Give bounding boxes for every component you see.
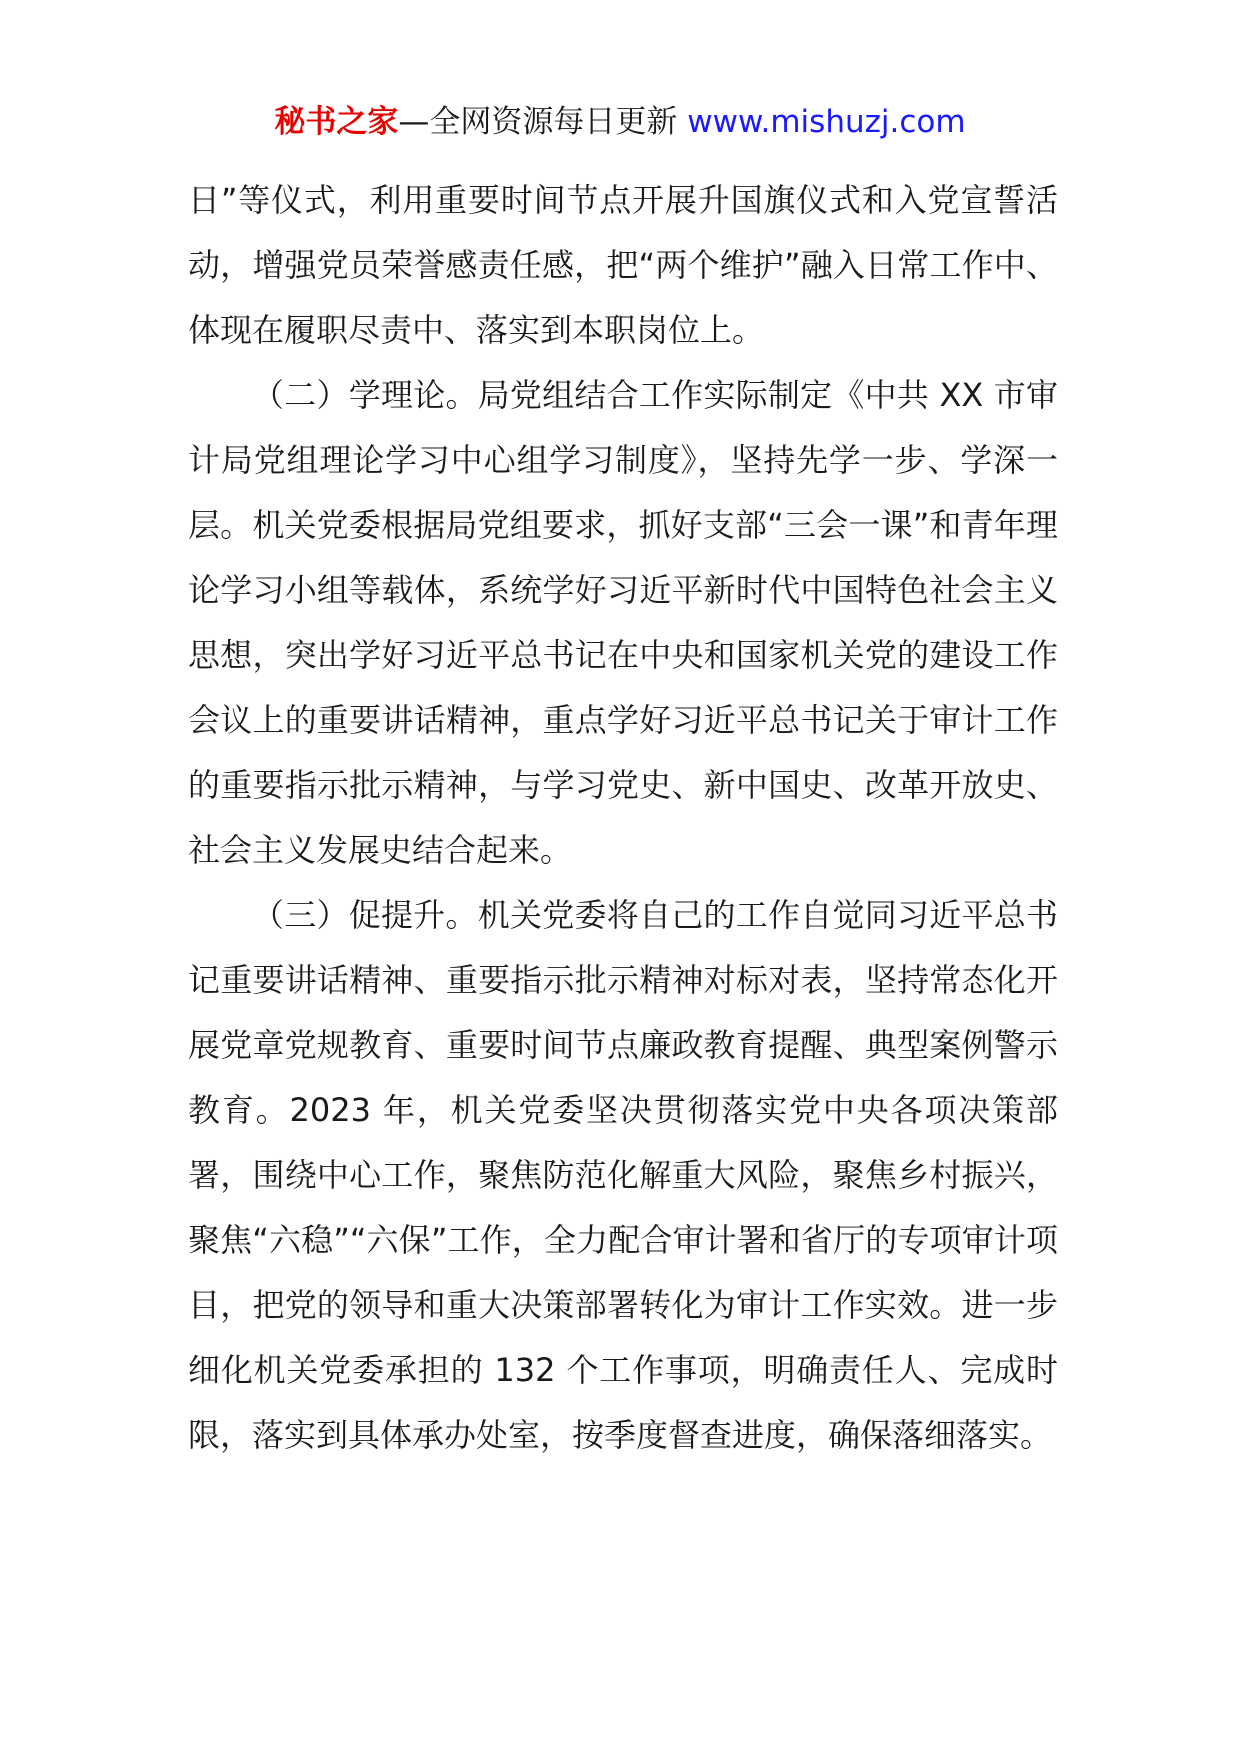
header-tagline: —全网资源每日更新 xyxy=(398,104,678,140)
site-link[interactable]: www.mishuzj.com xyxy=(687,104,966,140)
paragraph-continued: 日”等仪式，利用重要时间节点开展升国旗仪式和入党宣誓活动，增强党员荣誉感责任感，把“两个维护”融入日常工作中、体现在履职尽责中、落实到本职岗位上。 xyxy=(188,181,1058,349)
paragraph-study-theory: （二）学理论。局党组结合工作实际制定《中共 XX 市审计局党组理论学习中心组学习制度》，坚持先学一步、学深一层。机关党委根据局党组要求，抓好支部“三会一课”和青年理论学习小组等载体，系统学好习近平新时代中国特色社会主义思想，突出学好习近平总书记在中央和国家机关党的建设工作会议上的重要讲话精神，重点学好习近平总书记关于审计工作的重要指示批示精神，与学习党史、新中国史、改革开放史、社会主义发展史结合起来。 xyxy=(188,376,1058,869)
paragraph-promote-improvement: （三）促提升。机关党委将自己的工作自觉同习近平总书记重要讲话精神、重要指示批示精神对标对表，坚持常态化开展党章党规教育、重要时间节点廉政教育提醒、典型案例警示教育。2023 年，机关党委坚决贯彻落实党中央各项决策部署，围绕中心工作，聚焦防范化解重大风险，聚焦乡村振兴，聚焦“六稳”“六保”工作，全力配合审计署和省厅的专项审计项目，把党的领导和重大决策部署转化为审计工作实效。进一步细化机关党委承担的 132 个工作事项，明确责任人、完成时限，落实到具体承办处室，按季度督查进度，确保落细落实。 xyxy=(188,896,1058,1454)
document-body xyxy=(188,168,1058,1468)
brand-name: 秘书之家 xyxy=(274,104,399,140)
page-header xyxy=(0,100,1240,144)
